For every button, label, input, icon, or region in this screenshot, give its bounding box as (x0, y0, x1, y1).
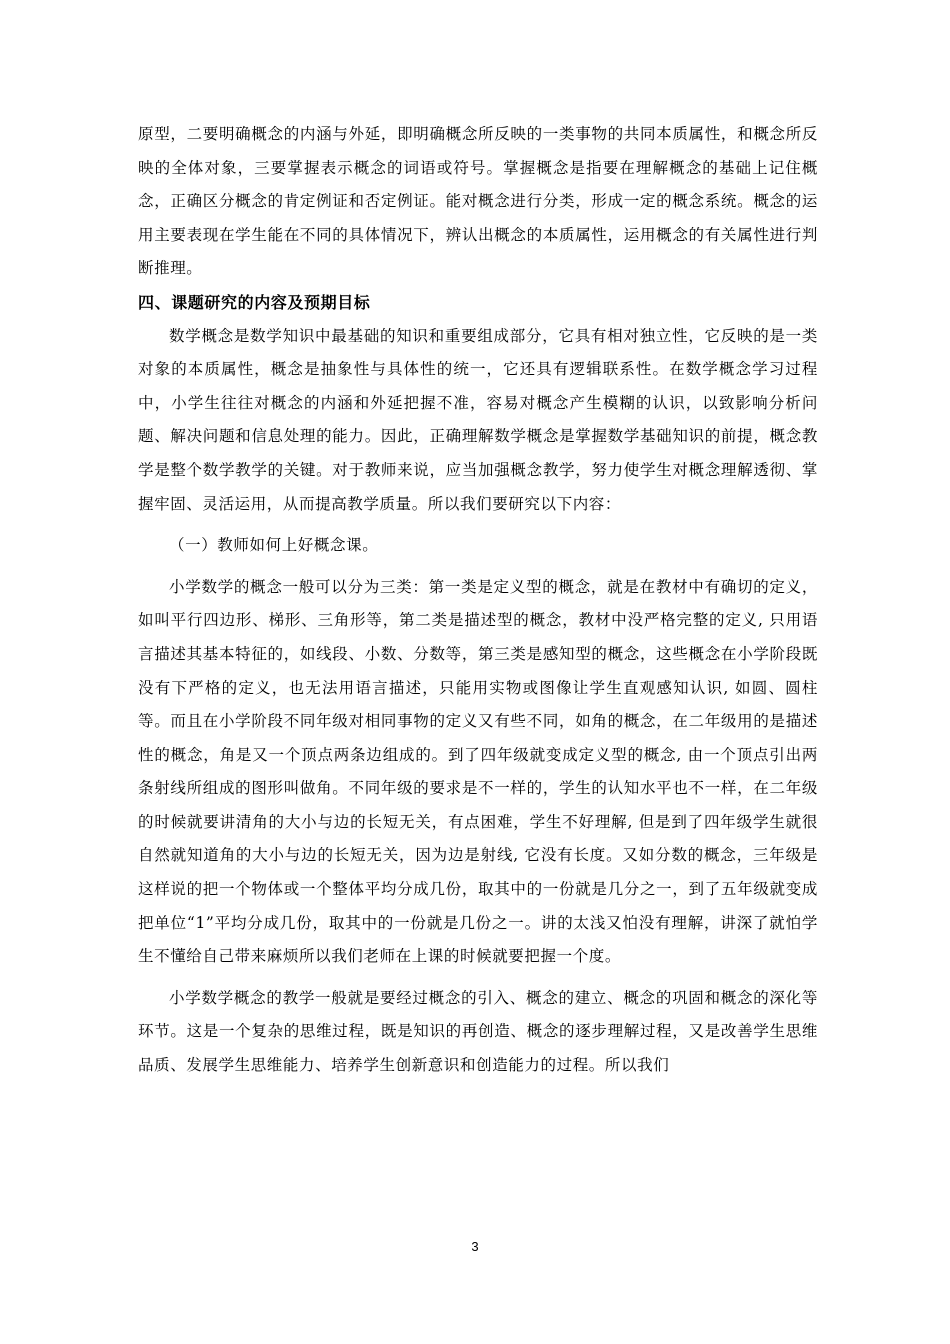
section-heading-research-content: 四、课题研究的内容及预期目标 (138, 292, 371, 312)
paragraph-concept-teaching-steps: 小学数学概念的教学一般就是要经过概念的引入、概念的建立、概念的巩固和概念的深化等环节。这是一个复杂的思维过程，既是知识的再创造、概念的逐步理解过程，又是改善学生思维品质、发展学生思维能力、培养学生创新意识和创造能力的过程。所以我们 (138, 988, 818, 1075)
subheading-teaching-concept-lessons: （一）教师如何上好概念课。 (169, 536, 379, 555)
page-number: 3 (471, 1239, 479, 1254)
paragraph-concept-mastery: 原型，二要明确概念的内涵与外延，即明确概念所反映的一类事物的共同本质属性，和概念所反映的全体对象，三要掌握表示概念的词语或符号。掌握概念是指要在理解概念的基础上记住概念，正确区分概念的肯定例证和否定例证。能对概念进行分类，形成一定的概念系统。概念的运用主要表现在学生能在不同的具体情况下，辨认出概念的本质属性，运用概念的有关属性进行判断推理。 (138, 125, 818, 278)
paragraph-math-concepts-intro: 数学概念是数学知识中最基础的知识和重要组成部分，它具有相对独立性，它反映的是一类对象的本质属性，概念是抽象性与具体性的统一，它还具有逻辑联系性。在数学概念学习过程中，小学生往往对概念的内涵和外延把握不准，容易对概念产生模糊的认识，以致影响分析问题、解决问题和信息处理的能力。因此，正确理解数学概念是掌握数学基础知识的前提，概念教学是整个数学教学的关键。对于教师来说，应当加强概念教学，努力使学生对概念理解透彻、掌握牢固、灵活运用，从而提高教学质量。所以我们要研究以下内容： (138, 326, 818, 513)
document-body (138, 118, 818, 1083)
paragraph-concept-types: 小学数学的概念一般可以分为三类：第一类是定义型的概念，就是在教材中有确切的定义，如叫平行四边形、梯形、三角形等，第二类是描述型的概念，教材中没严格完整的定义, 只用语言描述其基本特征的，如线段、小数、分数等，第三类是感知型的概念，这些概念在小学阶段既没有下严格的定义，也无法用语言描述，只能用实物或图像让学生直观感知认识, 如圆、圆柱等。而且在小学阶段不同年级对相同事物的定义又有些不同，如角的概念，在二年级用的是描述性的概念，角是又一个顶点两条边组成的。到了四年级就变成定义型的概念, 由一个顶点引出两条射线所组成的图形叫做角。不同年级的要求是不一样的，学生的认知水平也不一样，在二年级的时候就要讲清角的大小与边的长短无关，有点困难，学生不好理解, 但是到了四年级学生就很自然就知道角的大小与边的长短无关，因为边是射线, 它没有长度。又如分数的概念，三年级是这样说的把一个物体或一个整体平均分成几份，取其中的一份就是几分之一，到了五年级就变成把单位“1”平均分成几份，取其中的一份就是几份之一。讲的太浅又怕没有理解，讲深了就怕学生不懂给自己带来麻烦所以我们老师在上课的时候就要把握一个度。 (138, 577, 818, 966)
